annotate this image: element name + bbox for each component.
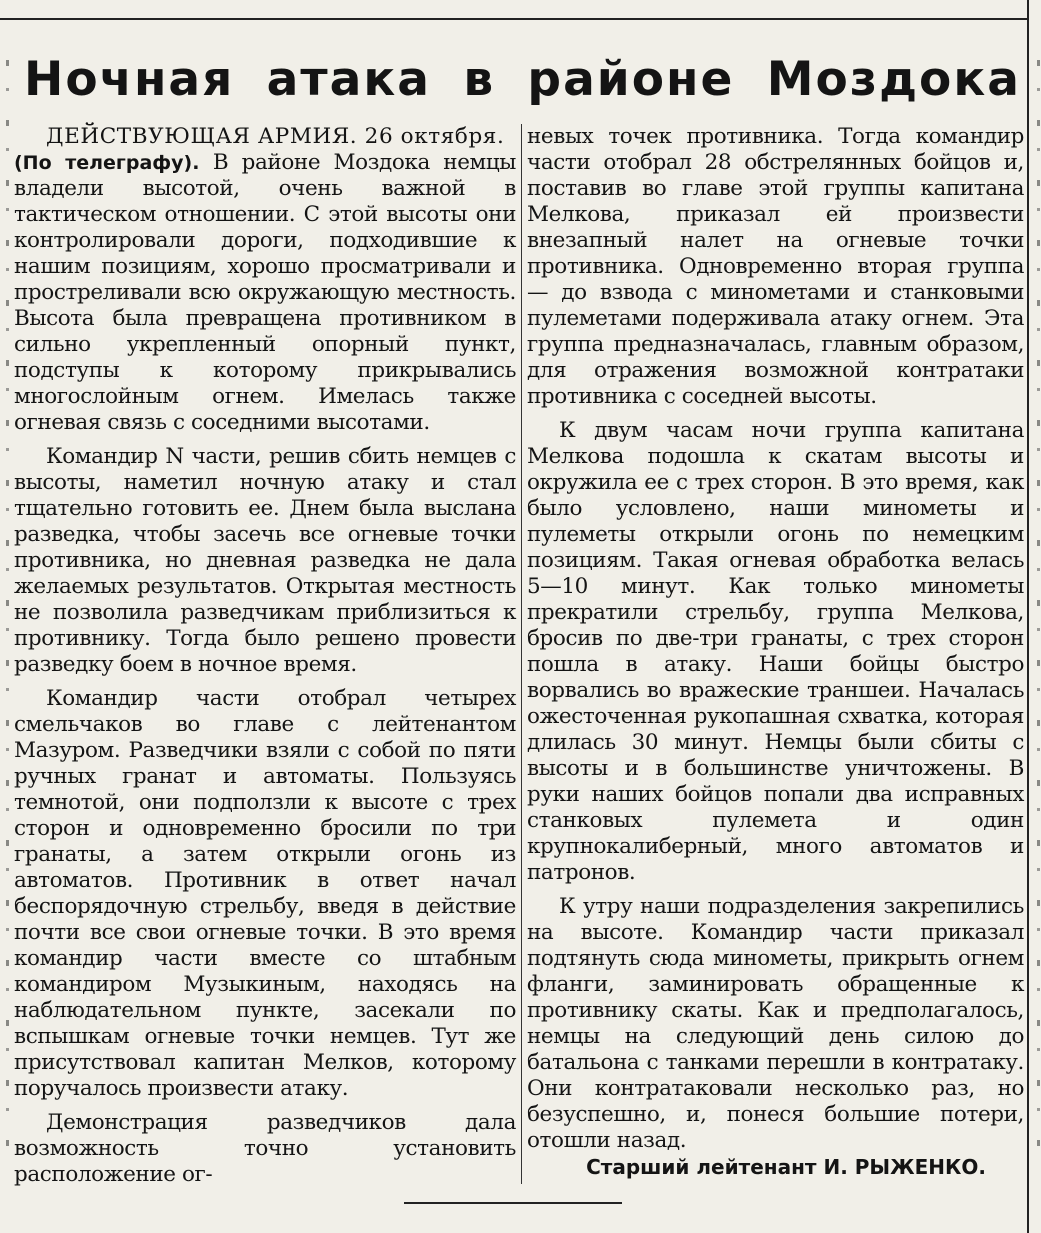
- source-note: (По телеграфу).: [14, 152, 200, 174]
- article-paragraph-6: К двум часам ночи группа капитана Мелкова подошла к скатам высоты и окружила ее с трех сторон. В это время, как было условлено, наши минометы и пулеметы открыли огонь по немецким позициям. Такая огневая обработка велась 5—10 минут. Как только минометы прекратили стрельбу, группа Мелкова, бросив по две-три гранаты, с трех сторон пошла в атаку. Наши бойцы быстро ворвались во вражеские траншеи. Началась ожесточенная рукопашная схватка, которая длилась 30 минут. Немцы были сбиты с высоты и в большинстве уничтожены. В руки наших бойцов попали два исправных станковых пулемета и один крупнокалиберный, много автоматов и патронов.: [527, 418, 1024, 885]
- author-signature: Старший лейтенант И. РЫЖЕНКО.: [586, 1155, 986, 1179]
- article-column-right: [527, 124, 1024, 1154]
- closing-rule: [404, 1202, 622, 1204]
- right-margin-fragments: [1031, 20, 1041, 1233]
- article-paragraph-4: Демонстрация разведчиков дала возможность точно установить расположение ог-: [14, 1110, 516, 1187]
- top-rule: [0, 18, 1028, 20]
- article-paragraph-1: [14, 124, 516, 436]
- article-paragraph-5: невых точек противника. Тогда командир части отобрал 28 обстрелянных бойцов и, поставив во главе этой группы капитана Мелкова, приказал ей произвести внезапный налет на огневые точки противника. Одновременно вторая группа — до взвода с минометами и станковыми пулеметами подерживала атаку огнем. Эта группа предназначалась, главным образом, для отражения возможной контратаки противника с соседней высоты.: [527, 124, 1024, 409]
- article-paragraph-1-text: В районе Моздока немцы владели высотой, очень важной в тактическом отношении. С этой высоты они контролировали дороги, подходившие к нашим позициям, хорошо просматривали и простреливали всю окружающую местность. Высота была превращена противником в сильно укрепленный опорный пункт, подступы к которому прикрывались многослойным огнем. Имелась также огневая связь с соседними высотами.: [14, 150, 516, 435]
- article-column-left: [14, 124, 516, 1188]
- column-divider: [521, 124, 522, 1184]
- dateline: ДЕЙСТВУЮЩАЯ АРМИЯ. 26 октября.: [46, 124, 505, 149]
- article-paragraph-3: Командир части отобрал четырех смельчаков во главе с лейтенантом Мазуром. Разведчики взяли с собой по пяти ручных гранат и автоматы. Пользуясь темнотой, они подползли к высоте с трех сторон и одновременно бросили по три гранаты, а затем открыли огонь из автоматов. Противник в ответ начал беспорядочную стрельбу, введя в действие почти все свои огневые точки. В это время командир части вместе со штабным командиром Музыкиным, находясь на наблюдательном пункте, засекали по вспышкам огневые точки немцев. Тут же присутствовал капитан Мелков, которому поручалось произвести атаку.: [14, 686, 516, 1101]
- article-headline: Ночная атака в районе Моздока: [24, 52, 1021, 107]
- article-paragraph-2: Командир N части, решив сбить немцев с высоты, наметил ночную атаку и стал тщательно готовить ее. Днем была выслана разведка, чтобы засечь все огневые точки противника, но дневная разведка не дала желаемых результатов. Открытая местность не позволила разведчикам приблизиться к противнику. Тогда было решено провести разведку боем в ночное время.: [14, 444, 516, 677]
- right-column-rule: [1027, 0, 1029, 1233]
- article-paragraph-7: К утру наши подразделения закрепились на высоте. Командир части приказал подтянуть сюда минометы, прикрыть огнем фланги, заминировать обращенные к противнику скаты. Как и предполагалось, немцы на следующий день силою до батальона с танками перешли в контратаку. Они контратаковали несколько раз, но безуспешно, и, понеся большие потери, отошли назад.: [527, 894, 1024, 1153]
